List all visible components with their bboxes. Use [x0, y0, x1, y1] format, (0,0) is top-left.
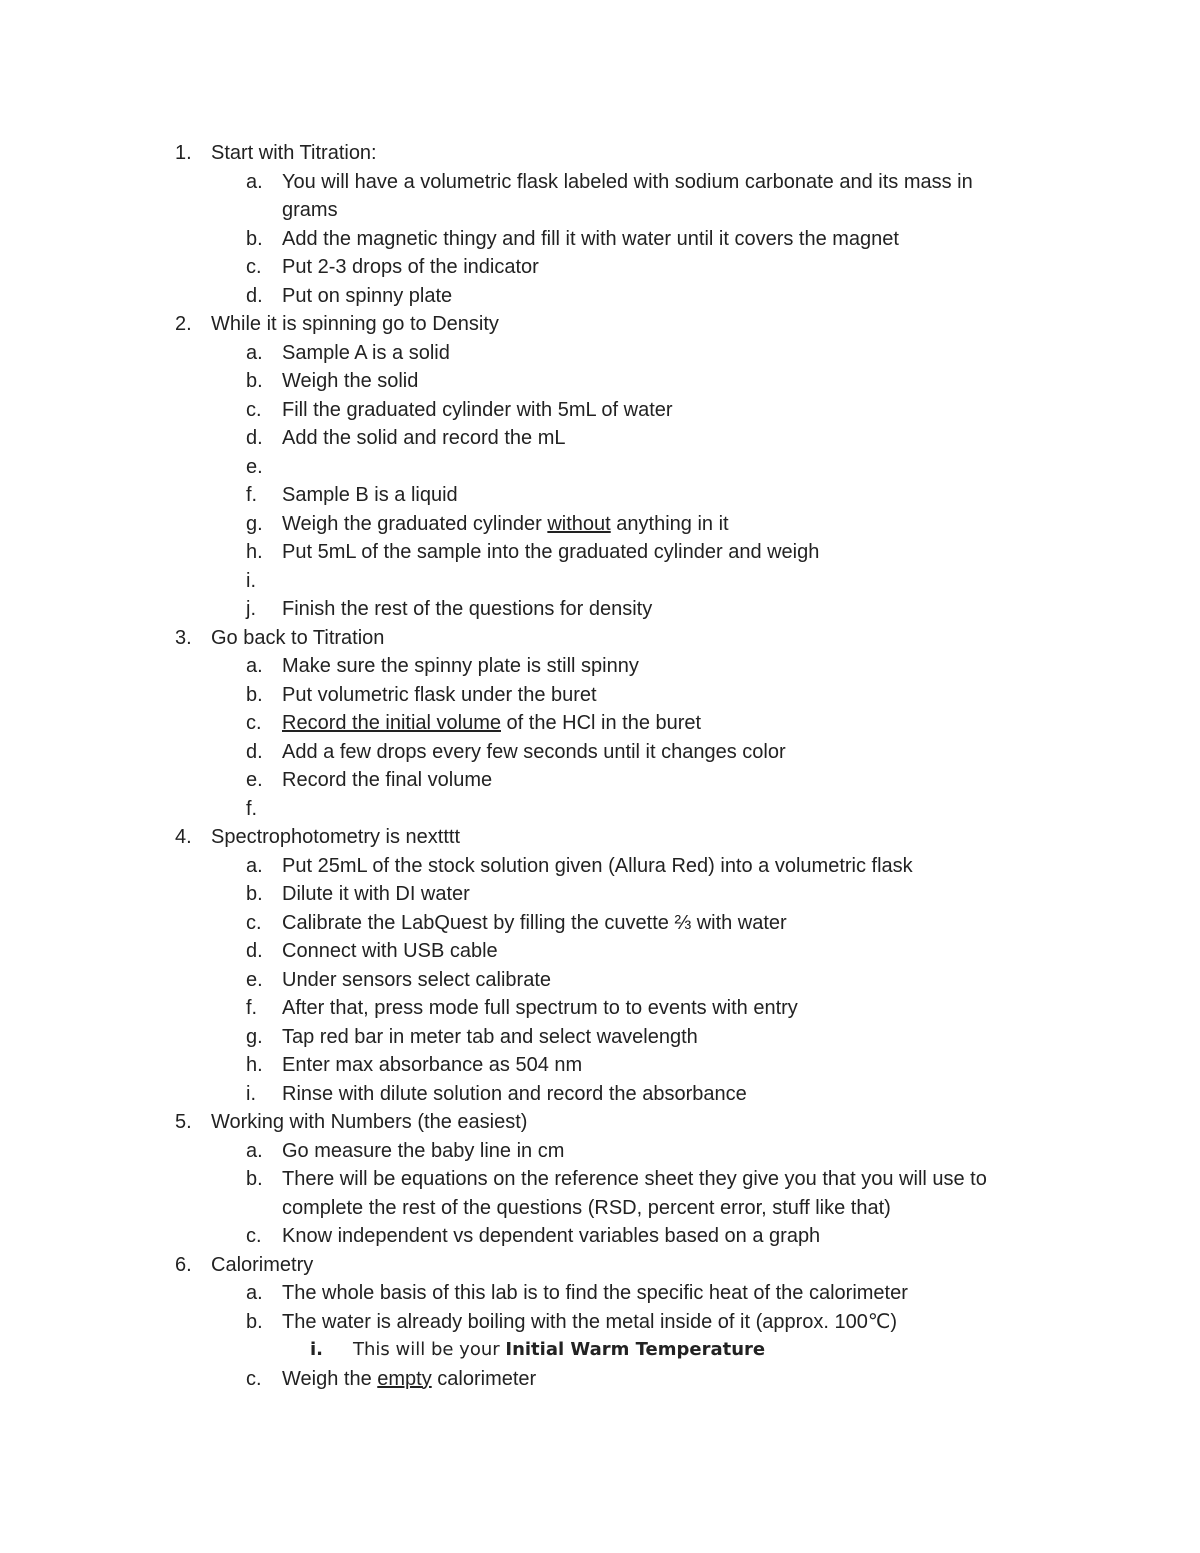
list-item-4 — [0, 823, 1200, 852]
sub-item-text: Add a few drops every few seconds until it changes color — [282, 740, 786, 763]
sub-marker: d. — [246, 740, 263, 763]
sub-item-text: Sample A is a solid — [282, 341, 450, 364]
sub-marker: c. — [246, 911, 262, 934]
sub-item-text: grams — [282, 199, 338, 221]
sub-sub-item-text — [353, 1336, 765, 1365]
sub-item-text: Put volumetric flask under the buret — [282, 683, 597, 706]
sub-marker: b. — [246, 683, 263, 706]
list-item-3 — [0, 624, 1200, 653]
sub-item-text: Connect with USB cable — [282, 940, 498, 962]
sub-item-text: Weigh the solid — [282, 370, 419, 392]
sub-item-4c — [0, 909, 1200, 938]
sub-item-5c — [0, 1222, 1200, 1251]
text-segment: of the HCl in the buret — [501, 712, 702, 734]
sub-item-5a — [0, 1137, 1200, 1166]
sub-marker: a. — [246, 655, 263, 677]
list-item-text: Go back to Titration — [211, 626, 385, 649]
list-marker: 1. — [175, 142, 192, 164]
sub-item-1a — [0, 168, 1200, 197]
sub-item-text: Record the final volume — [282, 769, 493, 791]
sub-item-text: Sample B is a liquid — [282, 484, 458, 506]
sub-item-text: Calibrate the LabQuest by filling the cuvette ⅔ with water — [282, 911, 787, 934]
sub-item-text: complete the rest of the questions (RSD, percent error, stuff like that) — [282, 1196, 891, 1219]
sub-marker: e. — [246, 769, 263, 791]
sub-item-2g — [0, 510, 1200, 539]
sub-item-4i — [0, 1080, 1200, 1109]
sub-marker: c. — [246, 398, 262, 421]
sub-item-4h — [0, 1051, 1200, 1080]
list-item-text: Spectrophotometry is nextttt — [211, 826, 461, 848]
sub-item-text: Put on spinny plate — [282, 284, 453, 307]
sub-marker: a. — [246, 1139, 263, 1162]
sub-marker: c. — [246, 256, 262, 278]
sub-item-text: Know independent vs dependent variables based on a graph — [282, 1225, 821, 1247]
sub-marker: b. — [246, 1310, 263, 1333]
sub-marker: c. — [246, 712, 262, 734]
sub-item-6b — [0, 1308, 1200, 1337]
sub-item-text: Put 5mL of the sample into the graduated cylinder and weigh — [282, 541, 820, 563]
sub-item-text — [282, 1365, 536, 1394]
list-marker: 6. — [175, 1253, 192, 1276]
sub-marker: b. — [246, 227, 263, 250]
list-marker: 4. — [175, 826, 192, 848]
list-item-text: Working with Numbers (the easiest) — [211, 1111, 528, 1133]
list-item-6 — [0, 1251, 1200, 1280]
list-item-1 — [0, 139, 1200, 168]
list-item-5 — [0, 1108, 1200, 1137]
sub-item-text: The water is already boiling with the metal inside of it (approx. 100℃) — [282, 1310, 897, 1333]
sub-marker: d. — [246, 427, 263, 449]
list-item-text: While it is spinning go to Density — [211, 313, 499, 335]
sub-item-3e — [0, 766, 1200, 795]
text-segment: Weigh the — [282, 1367, 378, 1390]
sub-marker: b. — [246, 370, 263, 392]
sub-item-2d — [0, 424, 1200, 453]
sub-item-2e — [0, 453, 1200, 482]
sub-item-2h — [0, 538, 1200, 567]
sub-item-text: Dilute it with DI water — [282, 883, 470, 905]
text-segment: calorimeter — [431, 1367, 537, 1390]
sub-item-text: Add the solid and record the mL — [282, 427, 566, 449]
sub-marker: a. — [246, 854, 263, 877]
sub-item-3d — [0, 738, 1200, 767]
text-segment: Weigh the graduated cylinder — [282, 512, 548, 535]
sub-item-text: Add the magnetic thingy and fill it with water until it covers the magnet — [282, 227, 899, 250]
instruction-list — [0, 139, 1200, 1393]
sub-marker: f. — [246, 997, 258, 1019]
sub-marker: f. — [246, 797, 258, 820]
list-item-text: Calorimetry — [211, 1253, 314, 1276]
sub-marker: b. — [246, 883, 263, 905]
sub-item-text: Put 25mL of the stock solution given (Allura Red) into a volumetric flask — [282, 854, 913, 877]
sub-item-text: The whole basis of this lab is to find the specific heat of the calorimeter — [282, 1282, 908, 1304]
sub-item-text: Fill the graduated cylinder with 5mL of water — [282, 398, 673, 421]
sub-item-text: Finish the rest of the questions for density — [282, 598, 653, 620]
sub-item-6c — [0, 1365, 1200, 1394]
sub-item-4b — [0, 880, 1200, 909]
sub-item-3c — [0, 709, 1200, 738]
sub-item-1a-continued — [0, 196, 1200, 225]
sub-item-4g — [0, 1023, 1200, 1052]
sub-item-6a — [0, 1279, 1200, 1308]
sub-item-4a — [0, 852, 1200, 881]
sub-item-4d — [0, 937, 1200, 966]
sub-marker: g. — [246, 1025, 263, 1048]
sub-marker: i. — [246, 569, 256, 592]
sub-marker: e. — [246, 455, 263, 478]
sub-item-4e — [0, 966, 1200, 995]
sub-item-2j — [0, 595, 1200, 624]
sub-item-text — [282, 510, 729, 539]
sub-item-5b-continued — [0, 1194, 1200, 1223]
sub-item-2b — [0, 367, 1200, 396]
sub-marker: j. — [246, 598, 256, 620]
sub-item-2f — [0, 481, 1200, 510]
sub-marker: h. — [246, 1054, 263, 1076]
sub-marker: a. — [246, 1282, 263, 1304]
sub-sub-item-6b-i — [0, 1336, 1200, 1365]
sub-item-4f — [0, 994, 1200, 1023]
sub-item-text — [282, 709, 701, 738]
underlined-text: without — [547, 512, 611, 535]
sub-item-3f — [0, 795, 1200, 824]
sub-item-1b — [0, 225, 1200, 254]
sub-item-1d — [0, 282, 1200, 311]
sub-item-text: Put 2-3 drops of the indicator — [282, 256, 539, 278]
sub-item-3b — [0, 681, 1200, 710]
sub-sub-marker: i. — [310, 1339, 324, 1360]
underlined-text: Record the initial volume — [282, 712, 501, 734]
sub-item-text: Rinse with dilute solution and record the absorbance — [282, 1082, 747, 1105]
sub-item-2i — [0, 567, 1200, 596]
sub-item-text: Go measure the baby line in cm — [282, 1139, 565, 1162]
sub-marker: c. — [246, 1225, 262, 1247]
underlined-text: empty — [377, 1367, 432, 1390]
sub-item-text: You will have a volumetric flask labeled with sodium carbonate and its mass in — [282, 170, 973, 193]
sub-marker: e. — [246, 968, 263, 991]
list-marker: 5. — [175, 1111, 192, 1133]
sub-item-2a — [0, 339, 1200, 368]
list-item-text: Start with Titration: — [211, 142, 377, 164]
sub-marker: g. — [246, 512, 263, 535]
bold-text: Initial Warm Temperature — [505, 1339, 766, 1360]
sub-marker: a. — [246, 170, 263, 193]
sub-marker: d. — [246, 284, 263, 307]
list-marker: 2. — [175, 313, 192, 335]
sub-item-5b — [0, 1165, 1200, 1194]
sub-item-text: Tap red bar in meter tab and select wavelength — [282, 1025, 698, 1048]
sub-marker: d. — [246, 940, 263, 962]
text-segment: This will be your — [353, 1339, 506, 1360]
list-item-2 — [0, 310, 1200, 339]
sub-marker: f. — [246, 484, 258, 506]
sub-marker: h. — [246, 541, 263, 563]
sub-item-text: After that, press mode full spectrum to to events with entry — [282, 997, 798, 1019]
list-marker: 3. — [175, 626, 192, 649]
sub-item-text: Enter max absorbance as 504 nm — [282, 1054, 583, 1076]
sub-item-2c — [0, 396, 1200, 425]
sub-marker: a. — [246, 341, 263, 364]
sub-item-3a — [0, 652, 1200, 681]
sub-item-text: Under sensors select calibrate — [282, 968, 552, 991]
text-segment: anything in it — [610, 512, 729, 535]
sub-item-text: There will be equations on the reference sheet they give you that you will use to — [282, 1168, 987, 1190]
sub-item-1c — [0, 253, 1200, 282]
sub-marker: c. — [246, 1367, 262, 1390]
sub-marker: i. — [246, 1082, 256, 1105]
sub-item-text: Make sure the spinny plate is still spinny — [282, 655, 639, 677]
sub-marker: b. — [246, 1168, 263, 1190]
